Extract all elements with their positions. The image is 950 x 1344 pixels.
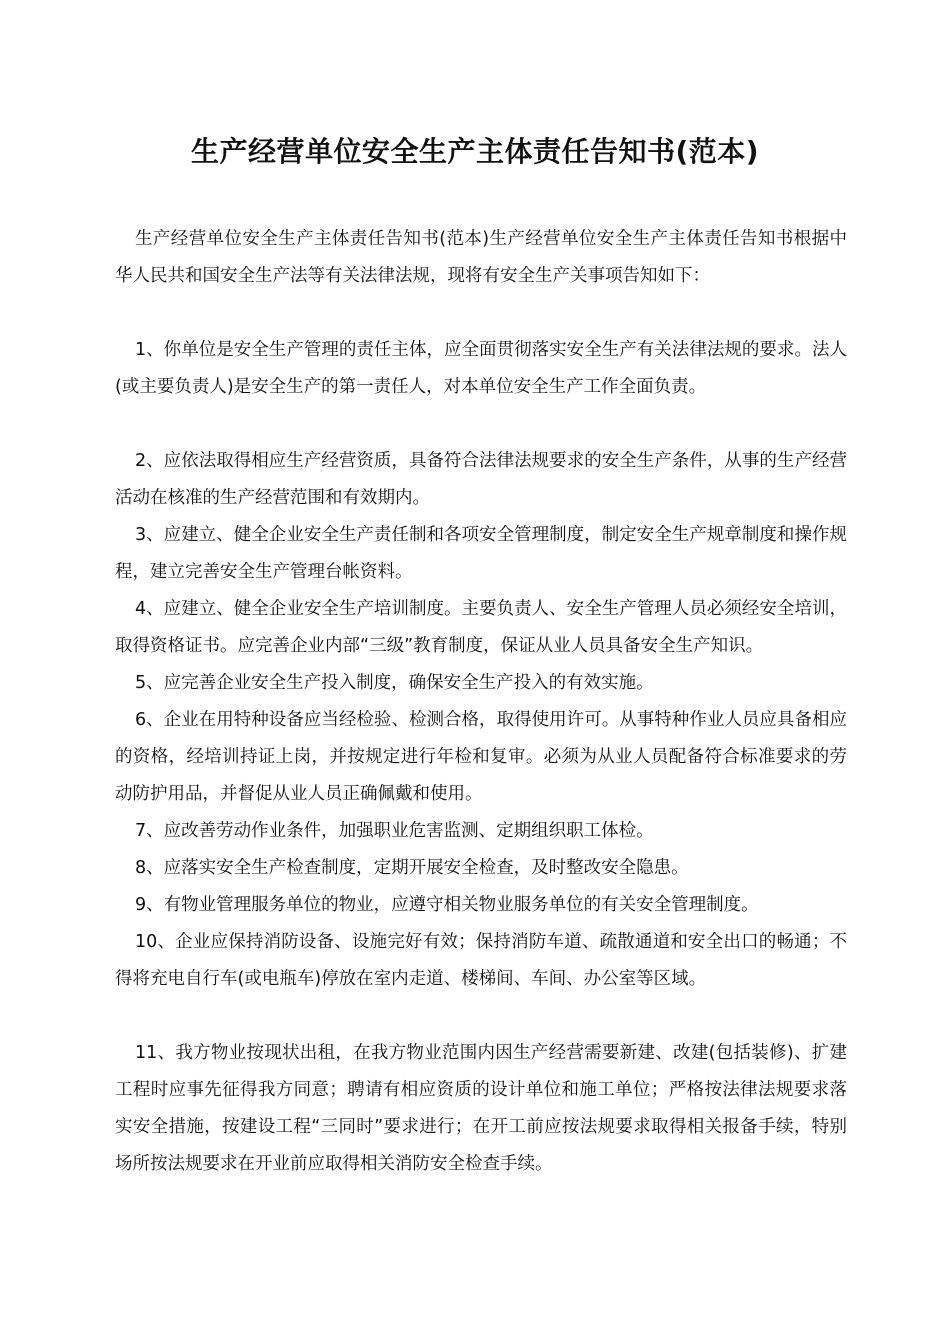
item-11: 11、我方物业按现状出租，在我方物业范围内因生产经营需要新建、改建(包括装修)、扩建工程时应事先征得我方同意；聘请有相应资质的设计单位和施工单位；严格按法律法规要求落实安全措施，按建设工程“三同时”要求进行；在开工前应按法规要求取得相关报备手续，特别场所按法规要求在开业前应取得相关消防安全检查手续。 bbox=[115, 1043, 847, 1174]
item-6: 6、企业在用特种设备应当经检验、检测合格，取得使用许可。从事特种作业人员应具备相应的资格，经培训持证上岗，并按规定进行年检和复审。必须为从业人员配备符合标准要求的劳动防护用品，并督促从业人员正确佩戴和使用。 bbox=[115, 710, 847, 804]
item-2: 2、应依法取得相应生产经营资质，具备符合法律法规要求的安全生产条件，从事的生产经营活动在核准的生产经营范围和有效期内。 bbox=[115, 451, 847, 508]
document-body bbox=[115, 221, 847, 1183]
item-3: 3、应建立、健全企业安全生产责任制和各项安全管理制度，制定安全生产规章制度和操作规程，建立完善安全生产管理台帐资料。 bbox=[115, 525, 847, 582]
intro-paragraph: 生产经营单位安全生产主体责任告知书(范本)生产经营单位安全生产主体责任告知书根据中华人民共和国安全生产法等有关法律法规，现将有安全生产关事项告知如下： bbox=[115, 229, 847, 286]
document-title: 生产经营单位安全生产主体责任告知书(范本) bbox=[190, 135, 760, 168]
item-7: 7、应改善劳动作业条件，加强职业危害监测、定期组织职工体检。 bbox=[135, 821, 654, 841]
item-9: 9、有物业管理服务单位的物业，应遵守相关物业服务单位的有关安全管理制度。 bbox=[135, 895, 759, 915]
item-8: 8、应落实安全生产检查制度，定期开展安全检查，及时整改安全隐患。 bbox=[135, 858, 689, 878]
item-5: 5、应完善企业安全生产投入制度，确保安全生产投入的有效实施。 bbox=[135, 673, 654, 693]
item-10: 10、企业应保持消防设备、设施完好有效；保持消防车道、疏散通道和安全出口的畅通；不得将充电自行车(或电瓶车)停放在室内走道、楼梯间、车间、办公室等区域。 bbox=[115, 932, 847, 989]
item-4: 4、应建立、健全企业安全生产培训制度。主要负责人、安全生产管理人员必须经安全培训，取得资格证书。应完善企业内部“三级”教育制度，保证从业人员具备安全生产知识。 bbox=[115, 599, 847, 656]
item-1: 1、你单位是安全生产管理的责任主体，应全面贯彻落实安全生产有关法律法规的要求。法人(或主要负责人)是安全生产的第一责任人，对本单位安全生产工作全面负责。 bbox=[115, 340, 847, 397]
